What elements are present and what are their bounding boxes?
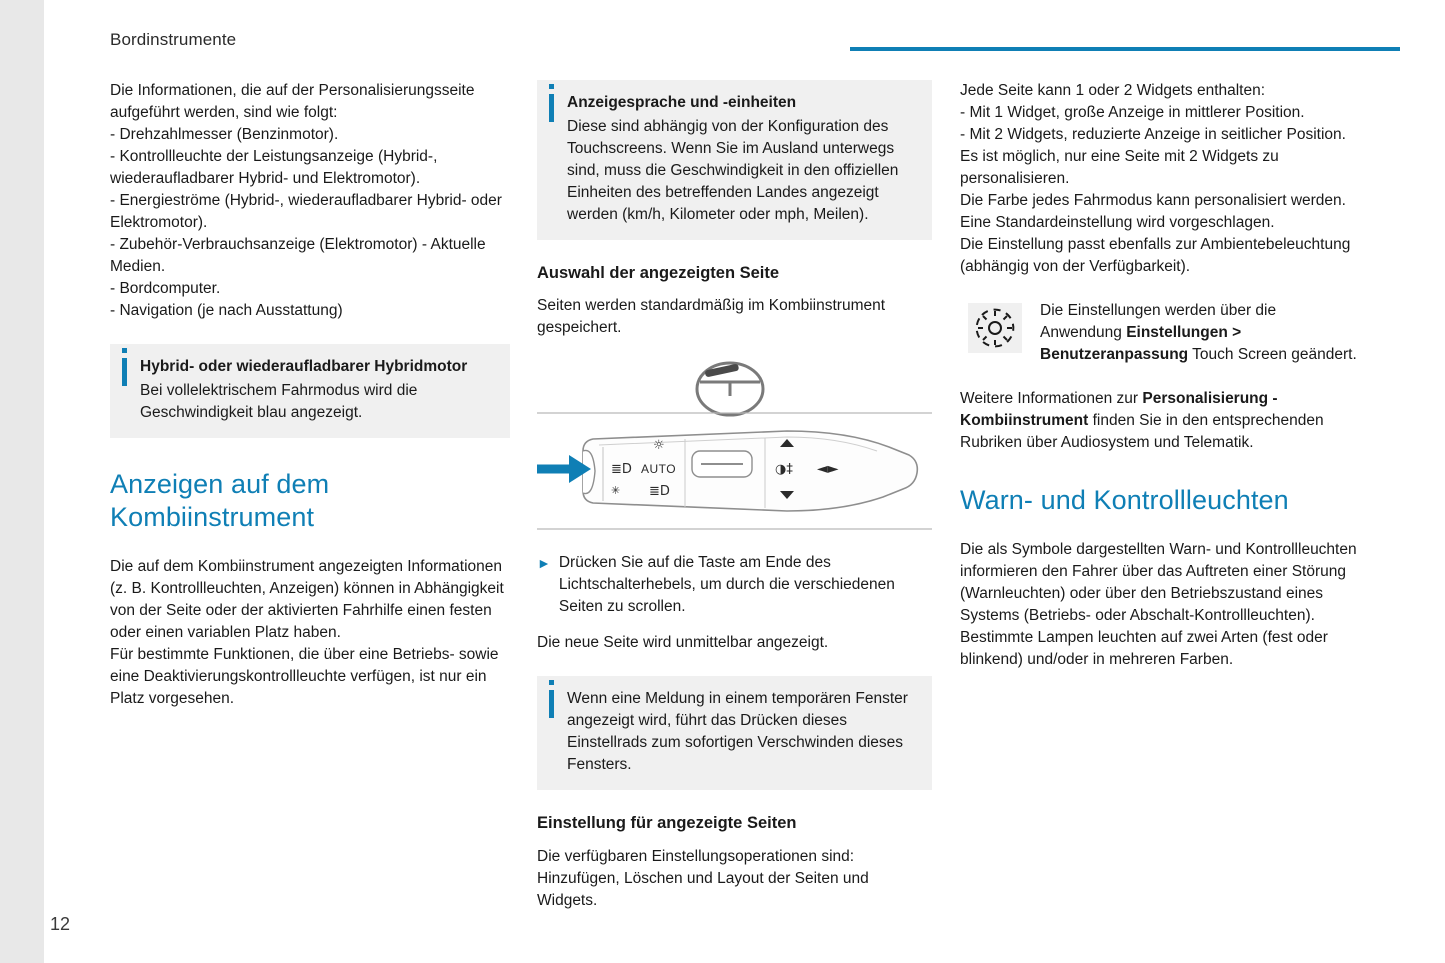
section-heading-anzeigen: Anzeigen auf dem Kombiinstrument xyxy=(110,469,330,532)
svg-text:≣D: ≣D xyxy=(649,484,670,500)
column-middle xyxy=(537,80,932,912)
body-paragraph: - Mit 2 Widgets, reduzierte Anzeige in seitlicher Position. xyxy=(960,126,1346,143)
body-paragraph: Die verfügbaren Einstellungsoperationen sind: Hinzufügen, Löschen und Layout der Seiten und Widgets. xyxy=(537,847,869,909)
body-paragraph: - Mit 1 Widget, große Anzeige in mittlerer Position. xyxy=(960,104,1305,121)
info-icon xyxy=(549,690,554,718)
svg-text:≣D: ≣D xyxy=(611,462,632,478)
gear-icon-box xyxy=(960,300,1030,356)
svg-text:AUTO: AUTO xyxy=(641,462,677,477)
subheading-einstellung: Einstellung für angezeigte Seiten xyxy=(537,814,797,833)
body-paragraph: Die neue Seite wird unmittelbar angezeigt. xyxy=(537,634,829,652)
list-item: - Kontrollleuchte der Leistungsanzeige (Hybrid-, wiederaufladbarer Hybrid- und Elektromotor). xyxy=(110,148,438,187)
note-box-anzeigesprache xyxy=(537,80,932,240)
body-paragraph: Die Einstellung passt ebenfalls zur Ambientebeleuchtung (abhängig von der Verfügbarkeit). xyxy=(960,236,1351,275)
column-right xyxy=(960,80,1360,671)
section-heading-warn: Warn- und Kontrollleuchten xyxy=(960,485,1289,515)
body-paragraph: Die auf dem Kombiinstrument angezeigten Informationen (z. B. Kontrollleuchten, Anzeigen) können in Abhängigkeit von der Seite oder der aktivierten Fahrhilfe einen festen oder einen variablen Platz haben. xyxy=(110,557,504,641)
note-box-meldung xyxy=(537,676,932,790)
body-paragraph: Seiten werden standardmäßig im Kombiinstrument gespeichert. xyxy=(537,297,886,337)
list-item: - Drehzahlmesser (Benzinmotor). xyxy=(110,126,339,143)
list-item: - Navigation (je nach Ausstattung) xyxy=(110,302,343,319)
svg-text:◄►: ◄► xyxy=(817,461,839,478)
info-icon xyxy=(549,94,554,122)
header-rule xyxy=(850,47,1400,51)
stalk-illustration xyxy=(537,351,932,546)
svg-text:✳: ✳ xyxy=(611,484,621,498)
info-after: finden Sie in den entsprechenden Rubriken über Audiosystem und Telematik. xyxy=(960,412,1324,451)
instruction-text: Drücken Sie auf die Taste am Ende des Lichtschalterhebels, um durch die verschiedenen Seiten zu scrollen. xyxy=(558,554,895,616)
page-header xyxy=(110,30,1400,60)
note-box-hybrid xyxy=(110,344,510,438)
intro-paragraph: Die Informationen, die auf der Personalisierungsseite aufgeführt werden, sind wie folgt: xyxy=(110,82,475,121)
note-title: Anzeigesprache und -einheiten xyxy=(567,94,797,111)
body-paragraph: Die als Symbole dargestellten Warn- und Kontrollleuchten informieren den Fahrer über das Auftreten einer Störung (Warnleuchten) oder über den Betriebszustand eines Systems (Betriebs- oder Abschalt-Kontrollleuchten). Bestimmte Lampen leuchten auf zwei Arten (fest oder blinkend) und/oder in mehreren Farben. xyxy=(960,540,1357,668)
subheading-auswahl: Auswahl der angezeigten Seite xyxy=(537,264,780,282)
body-paragraph: Die Farbe jedes Fahrmodus kann personalisiert werden. Eine Standardeinstellung wird vorgeschlagen. xyxy=(960,192,1346,231)
info-paragraph xyxy=(960,388,1360,454)
svg-text:☼: ☼ xyxy=(653,438,665,454)
gear-icon xyxy=(967,302,1023,354)
header-title: Bordinstrumente xyxy=(110,30,237,49)
info-icon xyxy=(122,358,127,386)
svg-text:◑‡: ◑‡ xyxy=(775,462,793,478)
body-paragraph: Es ist möglich, nur eine Seite mit 2 Widgets zu personalisieren. xyxy=(960,148,1279,187)
list-item: - Energieströme (Hybrid-, wiederaufladbarer Hybrid- oder Elektromotor). xyxy=(110,192,502,231)
settings-note-bold: Einstellungen > Benutzeranpassung xyxy=(1040,324,1242,363)
note-body: Wenn eine Meldung in einem temporären Fenster angezeigt wird, führt das Drücken dieses Einstellrads zum sofortigen Verschwinden dieses Fensters. xyxy=(567,690,908,774)
figure-lichtschalterhebel xyxy=(537,351,932,546)
settings-note xyxy=(960,300,1360,366)
body-paragraph: Für bestimmte Funktionen, die über eine Betriebs- sowie eine Deaktivierungskontrollleuchte verfügen, ist nur ein Platz vorgesehen. xyxy=(110,645,499,707)
left-margin-strip xyxy=(0,0,44,963)
settings-note-after: Touch Screen geändert. xyxy=(1188,346,1357,363)
triangle-arrow-icon: ► xyxy=(537,555,551,572)
light-stalk-body xyxy=(583,431,919,528)
info-bold: Personalisierung - Kombiinstrument xyxy=(960,390,1278,429)
settings-note-before: Die Einstellungen werden über die Anwendung xyxy=(1040,302,1277,341)
note-body: Diese sind abhängig von der Konfiguration des Touchscreens. Wenn Sie im Ausland unterwegs sind, muss die Geschwindigkeit in den offiziellen Einheiten des betreffenden Landes angezeigt werden (km/h, Kilometer oder mph, Meilen). xyxy=(567,118,899,223)
note-body: Bei vollelektrischem Fahrmodus wird die Geschwindigkeit blau angezeigt. xyxy=(140,382,418,421)
settings-note-text xyxy=(1040,300,1360,366)
instruction-bullet xyxy=(537,552,932,618)
list-item: - Zubehör-Verbrauchsanzeige (Elektromotor) - Aktuelle Medien. xyxy=(110,236,486,275)
steering-wheel-icon xyxy=(697,363,763,415)
body-paragraph: Jede Seite kann 1 oder 2 Widgets enthalten: xyxy=(960,82,1266,99)
note-title: Hybrid- oder wiederaufladbarer Hybridmotor xyxy=(140,358,468,375)
page-number: 12 xyxy=(50,914,71,934)
list-item: - Bordcomputer. xyxy=(110,280,221,297)
info-before: Weitere Informationen zur xyxy=(960,390,1143,407)
column-left xyxy=(110,80,510,710)
